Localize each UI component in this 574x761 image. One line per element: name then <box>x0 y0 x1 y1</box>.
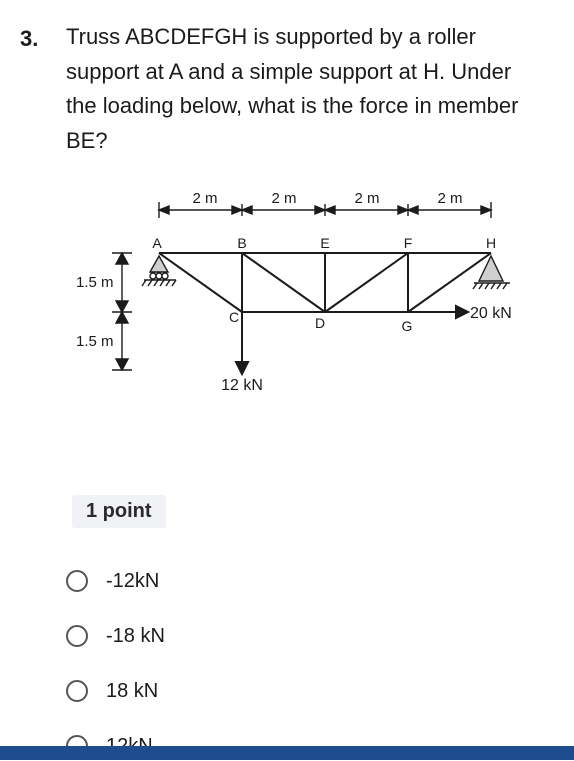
node-label-c: C <box>228 309 240 325</box>
height-label-1: 1.5 m <box>76 274 114 291</box>
horizontal-load-label: 20 kN <box>470 305 512 322</box>
node-label-h: H <box>485 235 497 251</box>
answer-option-3[interactable] <box>66 676 158 706</box>
question-number: 3. <box>20 26 39 51</box>
node-label-d: D <box>314 315 326 331</box>
truss-diagram <box>60 180 530 400</box>
vertical-load-label: 12 kN <box>221 377 263 394</box>
node-label-e: E <box>320 235 330 251</box>
height-label-2: 1.5 m <box>76 333 114 350</box>
dim-label-1: 2 m <box>192 190 218 207</box>
node-label-b: B <box>237 235 247 251</box>
answer-option-label: -12kN <box>106 569 160 592</box>
dim-label-4: 2 m <box>437 190 463 207</box>
bottom-bar <box>0 746 574 760</box>
points-badge: 1 point <box>72 495 166 528</box>
question-text: Truss ABCDEFGH is supported by a roller support at A and a simple support at H. Under the loading below, what is the force in member BE? <box>66 24 519 153</box>
node-label-g: G <box>401 318 413 334</box>
radio-button[interactable] <box>66 570 88 592</box>
dim-label-2: 2 m <box>271 190 297 207</box>
radio-button[interactable] <box>66 625 88 647</box>
answer-option-2[interactable] <box>66 621 165 651</box>
answer-option-label: 18 kN <box>106 679 159 702</box>
answer-option-label: -18 kN <box>106 624 165 647</box>
dim-label-3: 2 m <box>354 190 380 207</box>
answer-option-1[interactable] <box>66 566 159 596</box>
radio-button[interactable] <box>66 680 88 702</box>
node-label-f: F <box>403 235 413 251</box>
node-label-a: A <box>152 235 162 251</box>
